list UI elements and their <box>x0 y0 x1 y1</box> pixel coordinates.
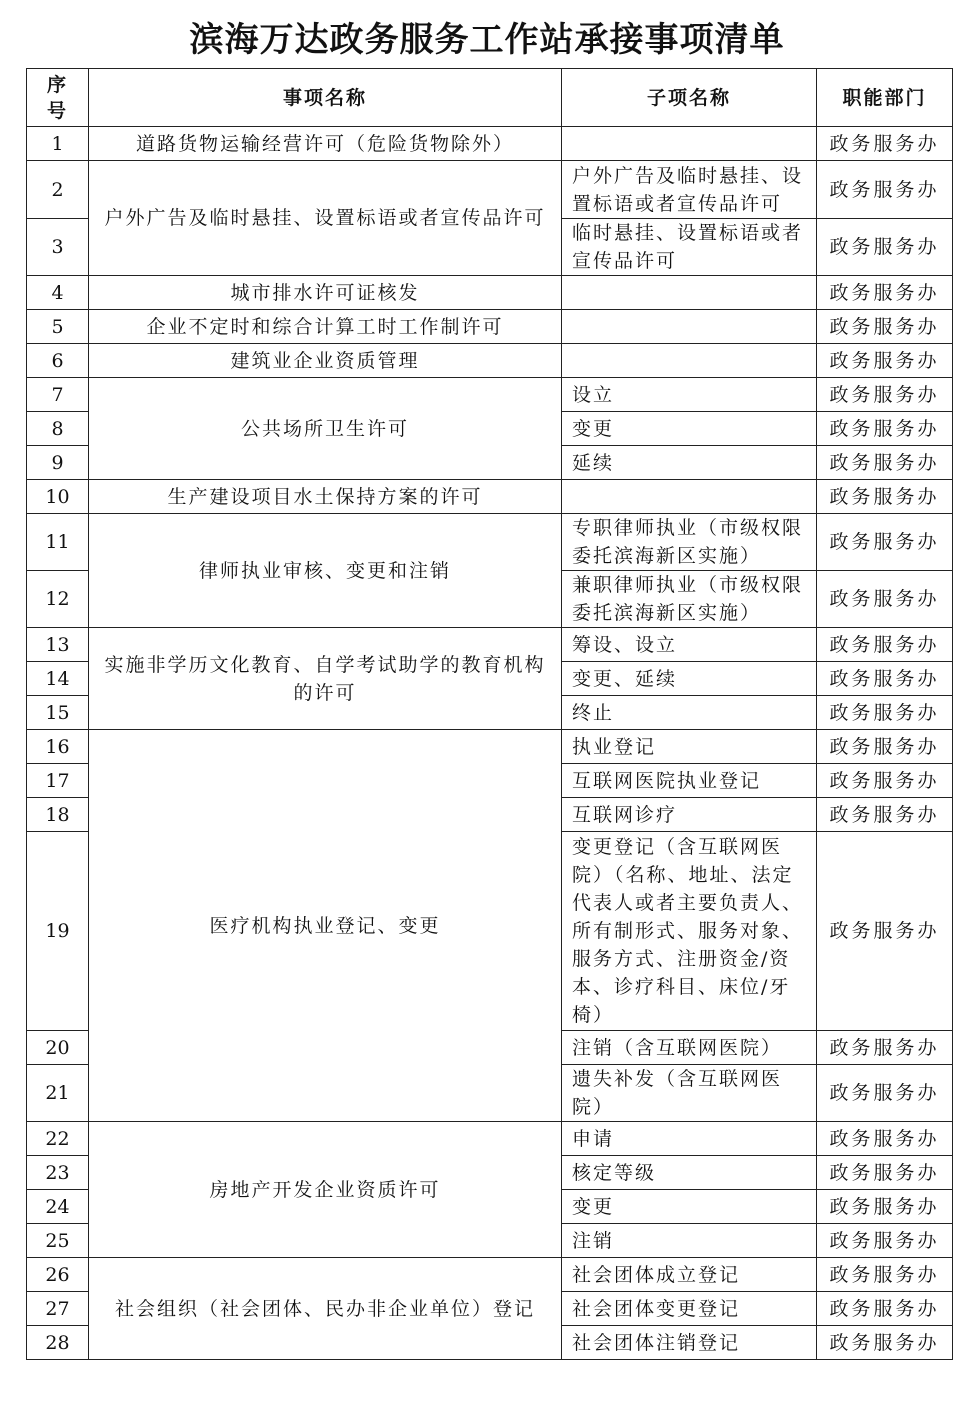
sub-item-name: 遗失补发（含互联网医院） <box>562 1065 817 1122</box>
department: 政务服务办 <box>817 1292 953 1326</box>
row-no: 26 <box>27 1258 89 1292</box>
department: 政务服务办 <box>817 446 953 480</box>
row-no: 24 <box>27 1190 89 1224</box>
department: 政务服务办 <box>817 1156 953 1190</box>
sub-item-name: 延续 <box>562 446 817 480</box>
sub-item-name: 户外广告及临时悬挂、设置标语或者宣传品许可 <box>562 161 817 219</box>
row-no: 14 <box>27 662 89 696</box>
sub-item-name <box>562 276 817 310</box>
table-row <box>27 310 953 344</box>
department: 政务服务办 <box>817 1326 953 1360</box>
department: 政务服务办 <box>817 696 953 730</box>
row-no: 7 <box>27 378 89 412</box>
row-no: 2 <box>27 161 89 219</box>
row-no: 10 <box>27 480 89 514</box>
sub-item-name: 设立 <box>562 378 817 412</box>
table-row <box>27 1258 953 1292</box>
item-name: 社会组织（社会团体、民办非企业单位）登记 <box>89 1258 562 1360</box>
department: 政务服务办 <box>817 514 953 571</box>
sub-item-name: 注销 <box>562 1224 817 1258</box>
row-no: 1 <box>27 127 89 161</box>
item-name: 律师执业审核、变更和注销 <box>89 514 562 628</box>
department: 政务服务办 <box>817 571 953 628</box>
table-row <box>27 378 953 412</box>
department: 政务服务办 <box>817 412 953 446</box>
department: 政务服务办 <box>817 276 953 310</box>
item-name: 房地产开发企业资质许可 <box>89 1122 562 1258</box>
sub-item-name <box>562 344 817 378</box>
table-row <box>27 628 953 662</box>
item-name: 建筑业企业资质管理 <box>89 344 562 378</box>
item-name: 生产建设项目水土保持方案的许可 <box>89 480 562 514</box>
item-name: 城市排水许可证核发 <box>89 276 562 310</box>
department: 政务服务办 <box>817 127 953 161</box>
sub-item-name: 变更、延续 <box>562 662 817 696</box>
matters-table <box>26 68 953 1360</box>
sub-item-name: 变更 <box>562 412 817 446</box>
row-no: 21 <box>27 1065 89 1122</box>
sub-item-name: 社会团体成立登记 <box>562 1258 817 1292</box>
table-row <box>27 730 953 764</box>
row-no: 8 <box>27 412 89 446</box>
row-no: 16 <box>27 730 89 764</box>
sub-item-name: 变更登记（含互联网医院）（名称、地址、法定代表人或者主要负责人、所有制形式、服务对象、服务方式、注册资金/资本、诊疗科目、床位/牙椅） <box>562 832 817 1031</box>
row-no: 4 <box>27 276 89 310</box>
table-row <box>27 1122 953 1156</box>
sub-item-name: 注销（含互联网医院） <box>562 1031 817 1065</box>
row-no: 23 <box>27 1156 89 1190</box>
row-no: 18 <box>27 798 89 832</box>
row-no: 25 <box>27 1224 89 1258</box>
sub-item-name: 互联网医院执业登记 <box>562 764 817 798</box>
sub-item-name: 核定等级 <box>562 1156 817 1190</box>
sub-item-name: 筹设、设立 <box>562 628 817 662</box>
table-row <box>27 161 953 219</box>
table-row <box>27 344 953 378</box>
department: 政务服务办 <box>817 832 953 1031</box>
sub-item-name: 申请 <box>562 1122 817 1156</box>
row-no: 13 <box>27 628 89 662</box>
item-name: 户外广告及临时悬挂、设置标语或者宣传品许可 <box>89 161 562 276</box>
sub-item-name: 终止 <box>562 696 817 730</box>
sub-item-name: 互联网诊疗 <box>562 798 817 832</box>
department: 政务服务办 <box>817 1190 953 1224</box>
department: 政务服务办 <box>817 1224 953 1258</box>
sub-item-name: 执业登记 <box>562 730 817 764</box>
row-no: 12 <box>27 571 89 628</box>
row-no: 19 <box>27 832 89 1031</box>
sub-item-name <box>562 127 817 161</box>
department: 政务服务办 <box>817 1258 953 1292</box>
department: 政务服务办 <box>817 1065 953 1122</box>
department: 政务服务办 <box>817 161 953 219</box>
row-no: 6 <box>27 344 89 378</box>
department: 政务服务办 <box>817 480 953 514</box>
sub-item-name: 变更 <box>562 1190 817 1224</box>
row-no: 27 <box>27 1292 89 1326</box>
department: 政务服务办 <box>817 1122 953 1156</box>
document-title: 滨海万达政务服务工作站承接事项清单 <box>189 20 785 60</box>
sub-item-name <box>562 480 817 514</box>
row-no: 9 <box>27 446 89 480</box>
row-no: 17 <box>27 764 89 798</box>
row-no: 11 <box>27 514 89 571</box>
sub-item-name: 社会团体变更登记 <box>562 1292 817 1326</box>
item-name: 道路货物运输经营许可（危险货物除外） <box>89 127 562 161</box>
department: 政务服务办 <box>817 662 953 696</box>
table-row <box>27 480 953 514</box>
department: 政务服务办 <box>817 628 953 662</box>
table-row <box>27 276 953 310</box>
department: 政务服务办 <box>817 310 953 344</box>
sub-item-name <box>562 310 817 344</box>
department: 政务服务办 <box>817 1031 953 1065</box>
item-name: 公共场所卫生许可 <box>89 378 562 480</box>
row-no: 28 <box>27 1326 89 1360</box>
item-name: 企业不定时和综合计算工时工作制许可 <box>89 310 562 344</box>
sub-item-name: 专职律师执业（市级权限委托滨海新区实施） <box>562 514 817 571</box>
header-no: 序号 <box>27 69 89 127</box>
header-dept: 职能部门 <box>817 69 953 127</box>
sub-item-name: 临时悬挂、设置标语或者宣传品许可 <box>562 219 817 276</box>
row-no: 20 <box>27 1031 89 1065</box>
department: 政务服务办 <box>817 764 953 798</box>
department: 政务服务办 <box>817 219 953 276</box>
item-name: 医疗机构执业登记、变更 <box>89 730 562 1122</box>
row-no: 3 <box>27 219 89 276</box>
table-row <box>27 514 953 571</box>
table-header-row <box>27 69 953 127</box>
department: 政务服务办 <box>817 798 953 832</box>
header-sub: 子项名称 <box>562 69 817 127</box>
row-no: 15 <box>27 696 89 730</box>
row-no: 22 <box>27 1122 89 1156</box>
row-no: 5 <box>27 310 89 344</box>
header-item: 事项名称 <box>89 69 562 127</box>
sub-item-name: 兼职律师执业（市级权限委托滨海新区实施） <box>562 571 817 628</box>
department: 政务服务办 <box>817 378 953 412</box>
department: 政务服务办 <box>817 730 953 764</box>
item-name: 实施非学历文化教育、自学考试助学的教育机构的许可 <box>89 628 562 730</box>
department: 政务服务办 <box>817 344 953 378</box>
sub-item-name: 社会团体注销登记 <box>562 1326 817 1360</box>
table-row <box>27 127 953 161</box>
